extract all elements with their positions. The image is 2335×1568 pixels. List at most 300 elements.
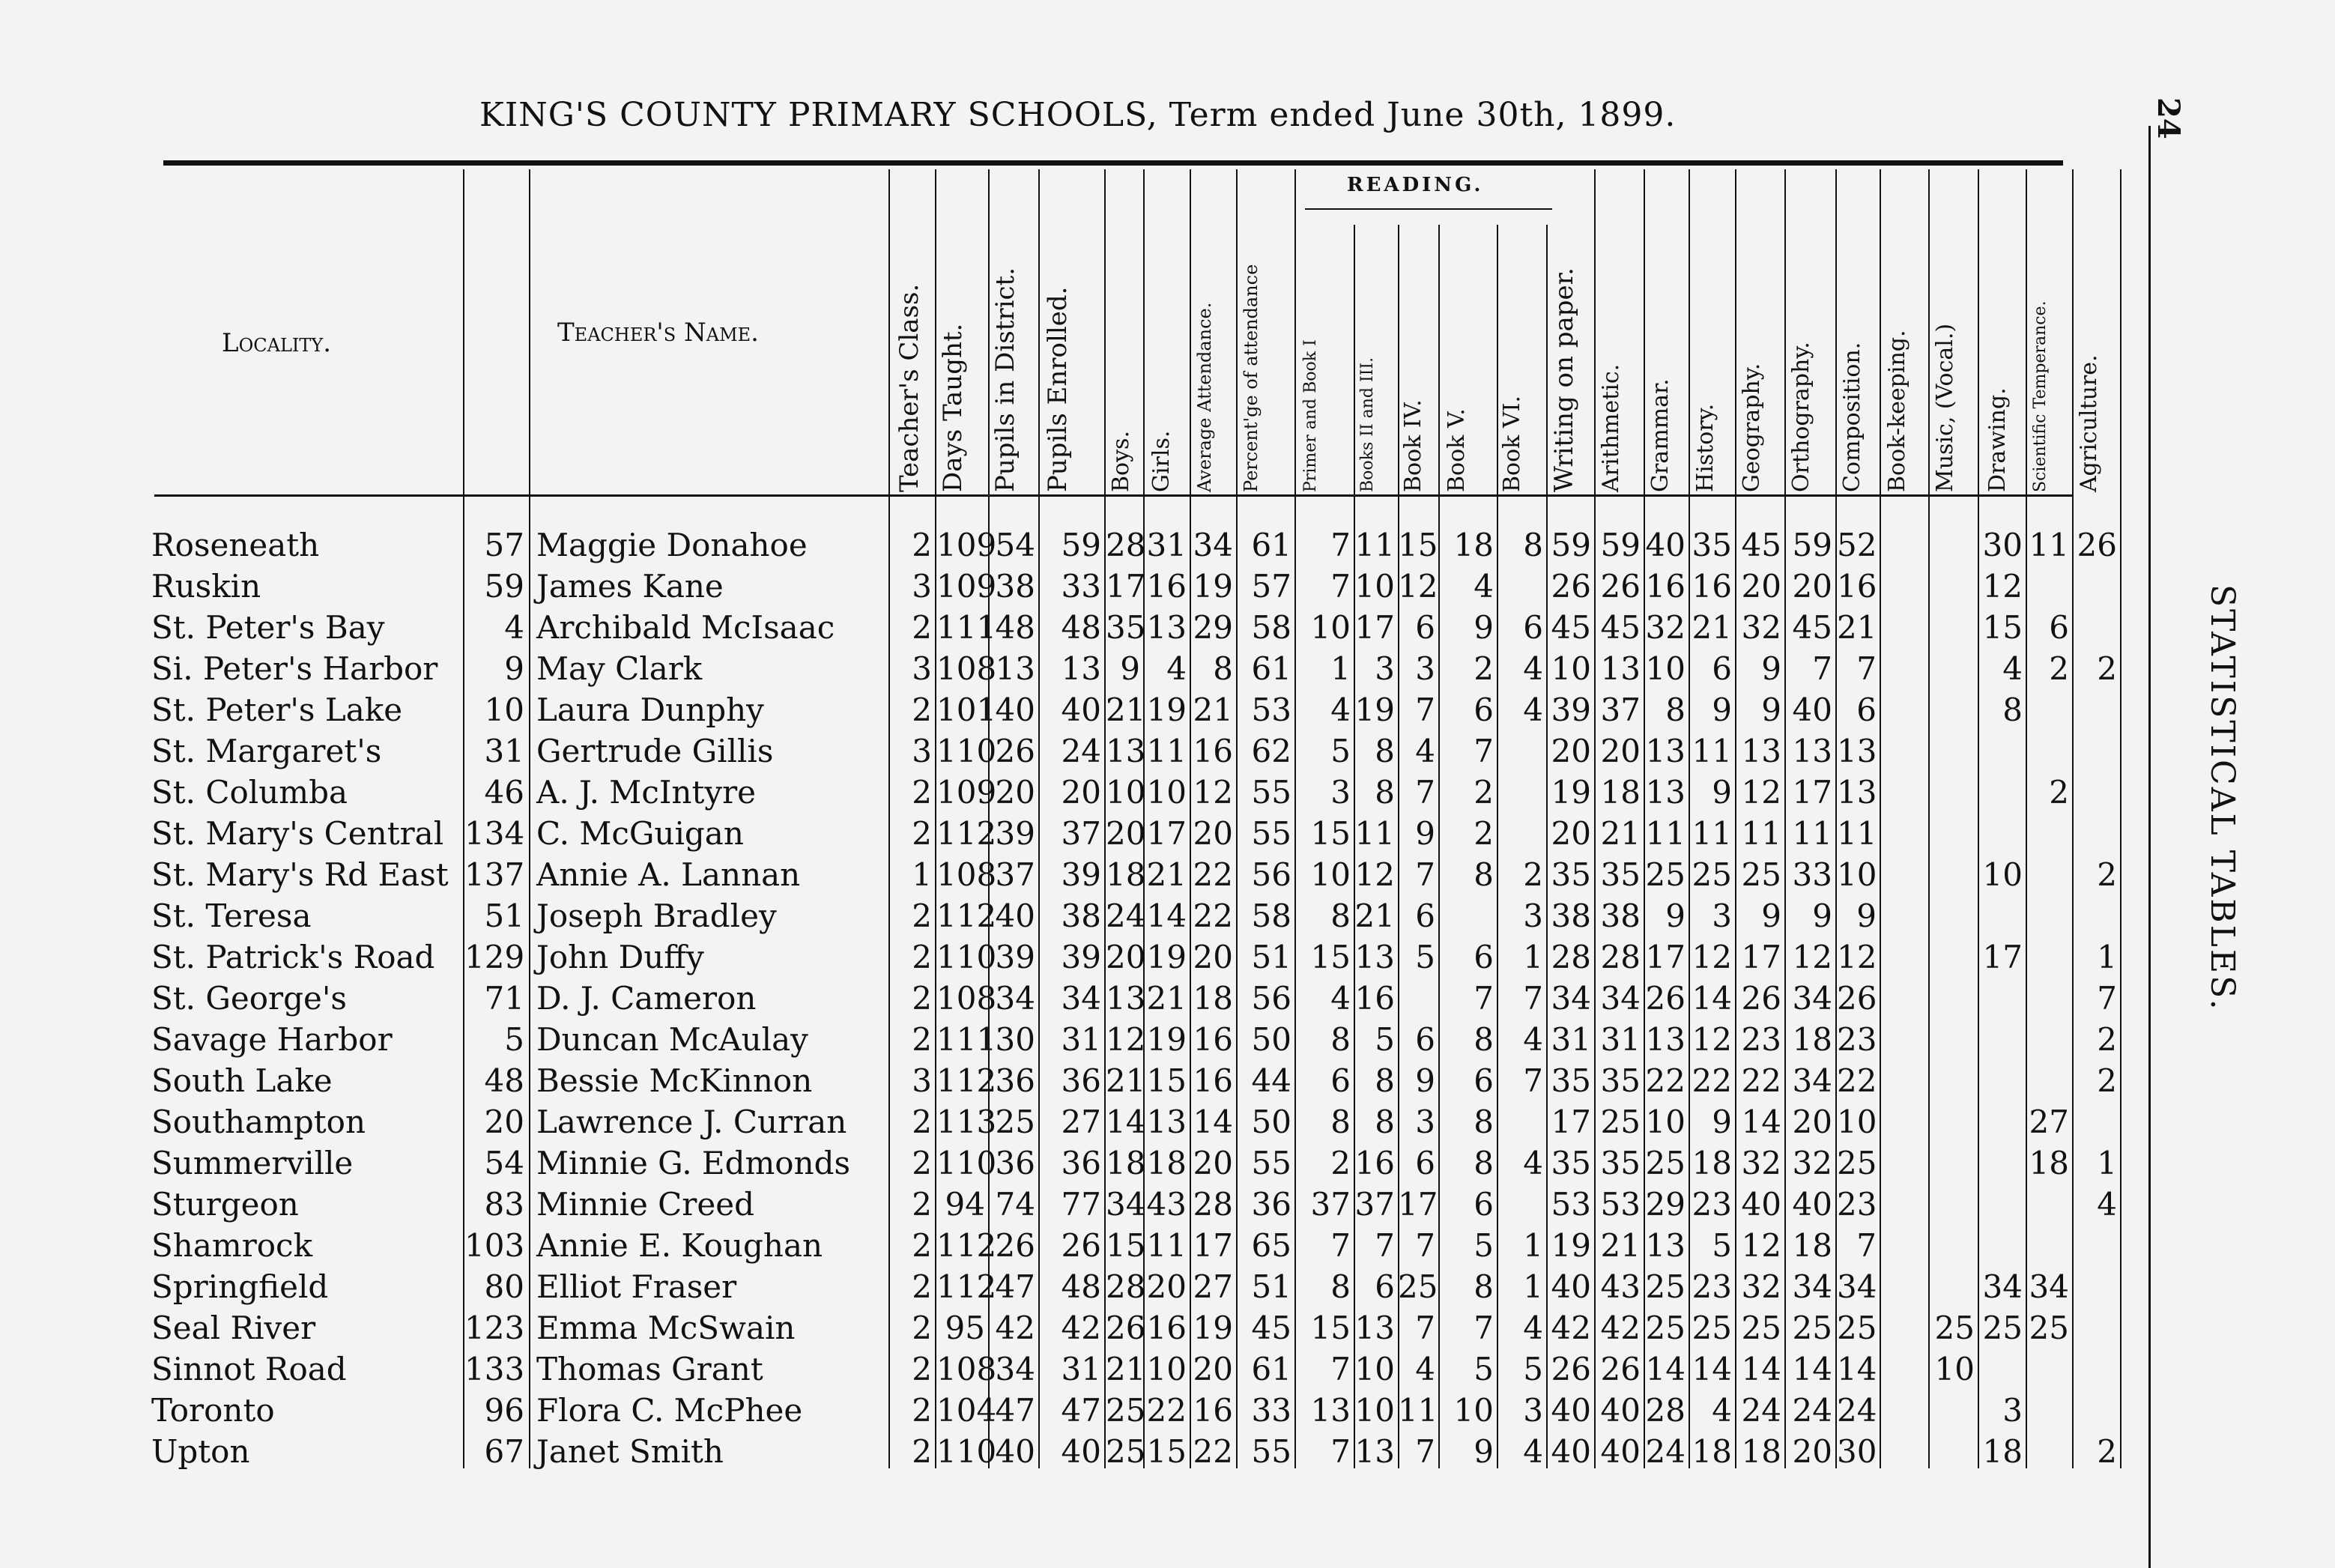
value-cell: 42 [1061,1310,1101,1346]
value-cell: 55 [1251,1433,1291,1470]
value-cell: 25 [1934,1310,1975,1346]
value-cell: 53 [1251,691,1291,728]
value-cell: 23 [1692,1268,1732,1305]
value-cell: 40 [1061,1433,1101,1470]
value-cell: 20 [1106,939,1146,975]
value-cell: 6 [1415,897,1435,934]
value-cell: 29 [1193,609,1233,646]
value-cell: 21 [1193,691,1233,728]
value-cell: 36 [1061,1145,1101,1181]
value-cell: 22 [1193,1433,1233,1470]
value-cell: 4 [1523,650,1543,687]
value-cell: 2 [2049,774,2069,811]
value-cell: 16 [1354,980,1395,1017]
value-cell: 26 [1837,980,1877,1017]
value-cell: 17 [1741,939,1781,975]
column-header-label: History. [1692,403,1718,492]
value-cell: 2 [1474,815,1494,852]
value-cell: 15 [1310,939,1351,975]
value-cell: 26 [995,733,1035,769]
value-cell: 10 [1354,1351,1395,1387]
value-cell: 25 [1106,1392,1146,1429]
district-cell: 103 [464,1227,525,1264]
table-row [0,1184,2335,1225]
value-cell: 5 [1474,1351,1494,1387]
value-cell: 20 [1792,1433,1832,1470]
value-cell: 22 [1741,1062,1781,1099]
value-cell: 7 [1330,568,1351,605]
value-cell: 15 [1310,815,1351,852]
value-cell: 110 [936,1433,997,1470]
value-cell: 19 [1354,691,1395,728]
value-cell: 8 [1474,1268,1494,1305]
value-cell: 28 [1106,527,1146,563]
value-cell: 25 [2029,1310,2069,1346]
district-cell: 133 [464,1351,525,1387]
value-cell: 21 [1106,1062,1146,1099]
value-cell: 13 [1146,609,1187,646]
value-cell: 9 [1761,650,1781,687]
value-cell: 40 [1551,1268,1591,1305]
district-cell: 54 [484,1145,524,1181]
locality-cell: Springfield [151,1268,329,1305]
district-cell: 67 [484,1433,524,1470]
value-cell: 9 [1712,774,1732,811]
column-header-label: Teacher's Class. [894,283,924,492]
value-cell: 3 [912,568,932,605]
value-cell: 3 [912,733,932,769]
value-cell: 11 [1354,527,1395,563]
value-cell: 21 [1837,609,1877,646]
value-cell: 34 [1061,980,1101,1017]
value-cell: 34 [1837,1268,1877,1305]
value-cell: 9 [1761,691,1781,728]
column-header-label: Writing on paper. [1549,267,1579,492]
value-cell: 6 [1712,650,1732,687]
value-cell: 34 [1193,527,1233,563]
value-cell: 16 [1692,568,1732,605]
column-header-label: Drawing. [1984,387,2011,492]
value-cell: 6 [1375,1268,1395,1305]
value-cell: 36 [995,1145,1035,1181]
value-cell: 56 [1251,980,1291,1017]
value-cell: 6 [1856,691,1877,728]
value-cell: 40 [1792,691,1832,728]
value-cell: 13 [1645,1021,1686,1058]
value-cell: 2 [912,1310,932,1346]
value-cell: 25 [1600,1104,1641,1140]
value-cell: 25 [995,1104,1035,1140]
value-cell: 13 [1354,1310,1395,1346]
value-cell: 7 [1375,1227,1395,1264]
value-cell: 17 [1398,1186,1438,1223]
value-cell: 25 [1741,856,1781,893]
value-cell: 12 [1741,774,1781,811]
value-cell: 6 [1330,1062,1351,1099]
value-cell: 27 [1061,1104,1101,1140]
value-cell: 13 [1106,980,1146,1017]
value-cell: 8 [1375,1062,1395,1099]
district-cell: 83 [484,1186,524,1223]
value-cell: 20 [1792,1104,1832,1140]
value-cell: 19 [1146,1021,1187,1058]
value-cell: 33 [1792,856,1832,893]
value-cell: 35 [1106,609,1146,646]
value-cell: 61 [1251,527,1291,563]
value-cell: 25 [1792,1310,1832,1346]
value-cell: 7 [1474,1310,1494,1346]
value-cell: 15 [1310,1310,1351,1346]
locality-cell: Shamrock [151,1227,313,1264]
value-cell: 2 [912,527,932,563]
value-cell: 31 [1551,1021,1591,1058]
locality-cell: Savage Harbor [151,1021,393,1058]
value-cell: 12 [1741,1227,1781,1264]
value-cell: 44 [1251,1062,1291,1099]
value-cell: 39 [1551,691,1591,728]
value-cell: 4 [1415,1351,1435,1387]
value-cell: 2 [912,1433,932,1470]
value-cell: 6 [1474,691,1494,728]
value-cell: 3 [1415,650,1435,687]
value-cell: 77 [1061,1186,1101,1223]
value-cell: 20 [1600,733,1641,769]
column-header-label: Orthography. [1788,342,1814,492]
value-cell: 11 [1354,815,1395,852]
value-cell: 2 [2097,1062,2117,1099]
district-cell: 46 [484,774,524,811]
value-cell: 51 [1251,939,1291,975]
value-cell: 37 [1600,691,1641,728]
value-cell: 48 [995,609,1035,646]
locality-cell: Seal River [151,1310,316,1346]
value-cell: 9 [1712,1104,1732,1140]
teacher-cell: C. McGuigan [536,815,744,852]
teacher-cell: Janet Smith [536,1433,724,1470]
value-cell: 14 [1146,897,1187,934]
value-cell: 9 [1856,897,1877,934]
value-cell: 19 [1193,1310,1233,1346]
value-cell: 113 [936,1104,997,1140]
value-cell: 59 [1551,527,1591,563]
value-cell: 59 [1792,527,1832,563]
value-cell: 12 [1982,568,2023,605]
value-cell: 17 [1645,939,1686,975]
value-cell: 12 [1193,774,1233,811]
value-cell: 9 [1761,897,1781,934]
value-cell: 17 [1982,939,2023,975]
value-cell: 112 [936,1268,997,1305]
value-cell: 4 [1712,1392,1732,1429]
value-cell: 1 [2097,939,2117,975]
value-cell: 4 [1523,691,1543,728]
value-cell: 27 [2029,1104,2069,1140]
value-cell: 47 [995,1268,1035,1305]
value-cell: 19 [1193,568,1233,605]
value-cell: 35 [1551,1062,1591,1099]
value-cell: 11 [1692,815,1732,852]
value-cell: 11 [1692,733,1732,769]
value-cell: 10 [1837,1104,1877,1140]
value-cell: 8 [1330,897,1351,934]
value-cell: 16 [1193,1062,1233,1099]
value-cell: 47 [995,1392,1035,1429]
value-cell: 54 [995,527,1035,563]
value-cell: 5 [1712,1227,1732,1264]
value-cell: 25 [1106,1433,1146,1470]
value-cell: 2 [1474,774,1494,811]
value-cell: 23 [1692,1186,1732,1223]
teacher-cell: Laura Dunphy [536,691,764,728]
value-cell: 4 [1166,650,1187,687]
table-row [0,1101,2335,1142]
value-cell: 95 [945,1310,985,1346]
value-cell: 25 [1741,1310,1781,1346]
value-cell: 26 [995,1227,1035,1264]
teacher-cell: Annie A. Lannan [536,856,801,893]
value-cell: 12 [1398,568,1438,605]
value-cell: 2 [2097,1021,2117,1058]
table-row [0,772,2335,813]
table-row [0,1266,2335,1307]
locality-cell: St. Teresa [151,897,312,934]
value-cell: 31 [1146,527,1187,563]
value-cell: 39 [995,939,1035,975]
value-cell: 20 [1193,1145,1233,1181]
value-cell: 35 [1692,527,1732,563]
value-cell: 25 [1645,1310,1686,1346]
value-cell: 22 [1146,1392,1187,1429]
value-cell: 58 [1251,897,1291,934]
column-header-label: Book VI. [1499,396,1525,492]
value-cell: 3 [2002,1392,2023,1429]
value-cell: 48 [1061,1268,1101,1305]
locality-header: Locality. [222,328,332,358]
value-cell: 7 [1330,527,1351,563]
value-cell: 20 [1146,1268,1187,1305]
value-cell: 5 [1415,939,1435,975]
value-cell: 16 [1837,568,1877,605]
value-cell: 37 [1310,1186,1351,1223]
value-cell: 12 [1837,939,1877,975]
value-cell: 17 [1792,774,1832,811]
value-cell: 31 [1061,1351,1101,1387]
value-cell: 53 [1551,1186,1591,1223]
locality-cell: St. George's [151,980,347,1017]
value-cell: 30 [1837,1433,1877,1470]
value-cell: 40 [1551,1433,1591,1470]
value-cell: 26 [1741,980,1781,1017]
value-cell: 12 [1692,939,1732,975]
table-row [0,689,2335,730]
value-cell: 21 [1146,980,1187,1017]
value-cell: 40 [1551,1392,1591,1429]
value-cell: 28 [1193,1186,1233,1223]
value-cell: 22 [1193,897,1233,934]
value-cell: 20 [1061,774,1101,811]
value-cell: 2 [2049,650,2069,687]
page-title: KING'S COUNTY PRIMARY SCHOOLS, Term ended June 30th, 1899. [479,96,1677,134]
value-cell: 12 [1354,856,1395,893]
column-header-label: Book V. [1444,408,1470,492]
value-cell: 18 [1741,1433,1781,1470]
teacher-cell: Duncan McAulay [536,1021,808,1058]
value-cell: 11 [1837,815,1877,852]
table-row [0,854,2335,895]
value-cell: 40 [1600,1433,1641,1470]
value-cell: 24 [1645,1433,1686,1470]
value-cell: 2 [912,774,932,811]
value-cell: 21 [1106,691,1146,728]
locality-cell: St. Margaret's [151,733,382,769]
value-cell: 26 [1551,1351,1591,1387]
value-cell: 38 [995,568,1035,605]
district-cell: 4 [504,609,524,646]
table-row [0,1019,2335,1060]
value-cell: 7 [1415,856,1435,893]
value-cell: 26 [2077,527,2117,563]
value-cell: 32 [1645,609,1686,646]
value-cell: 4 [1415,733,1435,769]
value-cell: 9 [1120,650,1140,687]
value-cell: 14 [1741,1104,1781,1140]
value-cell: 21 [1600,1227,1641,1264]
value-cell: 29 [1645,1186,1686,1223]
value-cell: 47 [1061,1392,1101,1429]
value-cell: 2 [912,1268,932,1305]
value-cell: 10 [1934,1351,1975,1387]
value-cell: 22 [1645,1062,1686,1099]
value-cell: 37 [1061,815,1101,852]
column-header-label: Primer and Book I [1301,339,1320,492]
value-cell: 35 [1551,1145,1591,1181]
locality-cell: South Lake [151,1062,333,1099]
value-cell: 13 [1741,733,1781,769]
column-header-label: Percent'ge of attendance [1241,264,1262,492]
value-cell: 7 [1474,980,1494,1017]
district-cell: 10 [484,691,524,728]
value-cell: 25 [1692,856,1732,893]
value-cell: 9 [1665,897,1686,934]
value-cell: 7 [1330,1433,1351,1470]
value-cell: 53 [1600,1186,1641,1223]
value-cell: 3 [912,1062,932,1099]
value-cell: 4 [1523,1021,1543,1058]
value-cell: 3 [1712,897,1732,934]
column-header-label: Girls. [1148,430,1175,492]
value-cell: 9 [1474,609,1494,646]
locality-cell: Sturgeon [151,1186,299,1223]
value-cell: 4 [1474,568,1494,605]
value-cell: 18 [2029,1145,2069,1181]
value-cell: 19 [1551,774,1591,811]
value-cell: 4 [1330,980,1351,1017]
value-cell: 26 [1106,1310,1146,1346]
value-cell: 12 [1692,1021,1732,1058]
value-cell: 37 [1354,1186,1395,1223]
value-cell: 9 [1415,1062,1435,1099]
value-cell: 2 [912,1145,932,1181]
value-cell: 42 [1600,1310,1641,1346]
value-cell: 17 [1146,815,1187,852]
locality-cell: St. Patrick's Road [151,939,435,975]
value-cell: 31 [1061,1021,1101,1058]
teacher-cell: Joseph Bradley [536,897,777,934]
locality-cell: St. Columba [151,774,348,811]
value-cell: 11 [1146,733,1187,769]
value-cell: 6 [1474,1062,1494,1099]
teacher-cell: Annie E. Koughan [536,1227,823,1264]
value-cell: 16 [1193,1021,1233,1058]
table-row [0,813,2335,854]
value-cell: 48 [1061,609,1101,646]
teacher-cell: D. J. Cameron [536,980,757,1017]
value-cell: 8 [1474,1145,1494,1181]
value-cell: 18 [1106,1145,1146,1181]
value-cell: 10 [1146,1351,1187,1387]
table-row [0,1225,2335,1266]
value-cell: 55 [1251,774,1291,811]
value-cell: 16 [1354,1145,1395,1181]
value-cell: 25 [1645,1268,1686,1305]
reading-group-label: READING. [1347,174,1484,196]
value-cell: 18 [1692,1145,1732,1181]
value-cell: 8 [1474,856,1494,893]
value-cell: 40 [1061,691,1101,728]
value-cell: 43 [1146,1186,1187,1223]
locality-cell: Summerville [151,1145,354,1181]
value-cell: 11 [1398,1392,1438,1429]
value-cell: 11 [2029,527,2069,563]
value-cell: 18 [1600,774,1641,811]
district-cell: 96 [484,1392,524,1429]
value-cell: 61 [1251,1351,1291,1387]
value-cell: 20 [1792,568,1832,605]
value-cell: 19 [1146,939,1187,975]
value-cell: 14 [1741,1351,1781,1387]
teacher-cell: Emma McSwain [536,1310,796,1346]
value-cell: 32 [1741,1145,1781,1181]
value-cell: 13 [995,650,1035,687]
value-cell: 32 [1741,1268,1781,1305]
value-cell: 20 [1551,815,1591,852]
value-cell: 34 [995,980,1035,1017]
value-cell: 2 [912,939,932,975]
value-cell: 6 [2049,609,2069,646]
value-cell: 19 [1146,691,1187,728]
value-cell: 14 [1792,1351,1832,1387]
value-cell: 14 [1193,1104,1233,1140]
value-cell: 4 [1523,1145,1543,1181]
teacher-header: Teacher's Name. [557,318,759,348]
value-cell: 45 [1251,1310,1291,1346]
table-row [0,1390,2335,1431]
value-cell: 32 [1792,1145,1832,1181]
value-cell: 13 [1354,1433,1395,1470]
value-cell: 52 [1837,527,1877,563]
value-cell: 25 [1837,1145,1877,1181]
value-cell: 21 [1146,856,1187,893]
value-cell: 1 [1523,1268,1543,1305]
value-cell: 34 [1106,1186,1146,1223]
value-cell: 6 [1415,609,1435,646]
value-cell: 34 [995,1351,1035,1387]
value-cell: 14 [1106,1104,1146,1140]
value-cell: 39 [1061,856,1101,893]
value-cell: 27 [1193,1268,1233,1305]
value-cell: 25 [1645,1145,1686,1181]
value-cell: 2 [1474,650,1494,687]
